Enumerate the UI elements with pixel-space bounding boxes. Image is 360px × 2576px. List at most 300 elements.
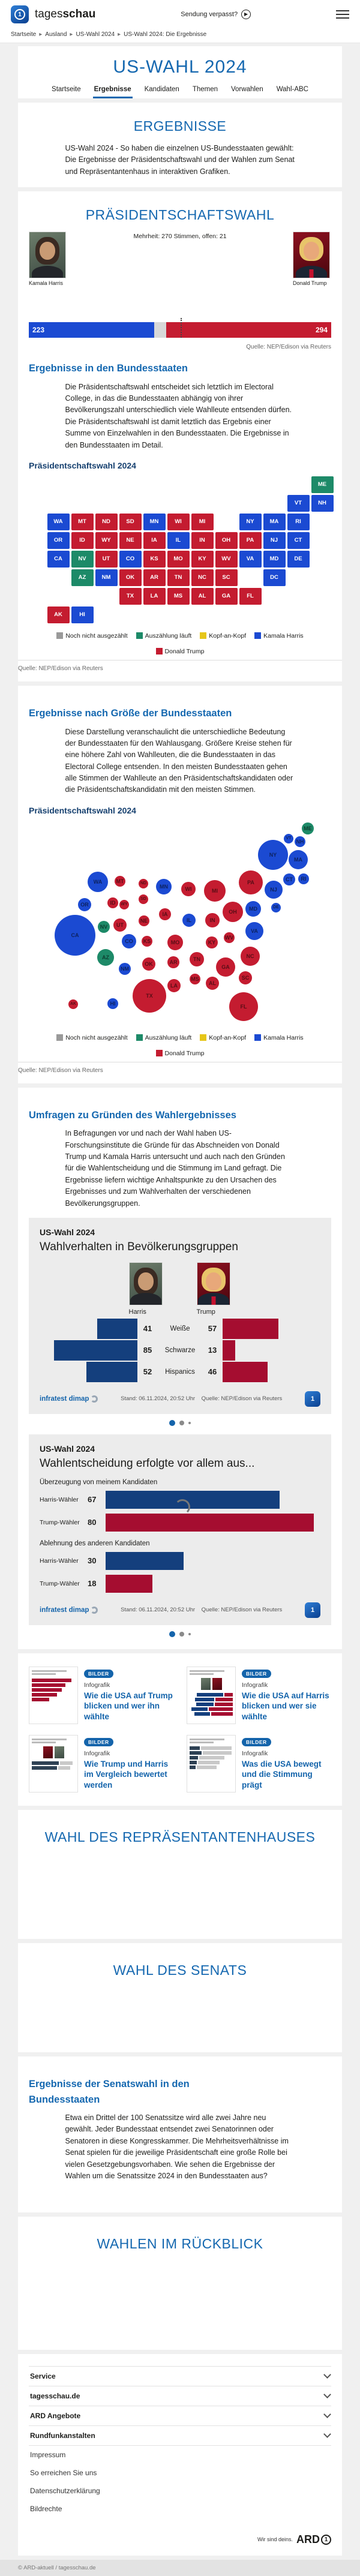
bilder-badge: BILDER: [84, 1738, 113, 1746]
state-bubble-AR[interactable]: AR: [167, 956, 179, 968]
legend-swatch: [156, 1050, 163, 1056]
state-tile-TX[interactable]: TX: [119, 588, 142, 605]
state-bubble-HI[interactable]: HI: [107, 998, 118, 1009]
teaser-item[interactable]: [187, 1735, 331, 1793]
poll2-row-value: 67: [88, 1495, 97, 1505]
teaser-category: Infografik: [84, 1749, 110, 1757]
senate-heading: WAHL DES SENATS: [113, 1962, 247, 1978]
infratest-dimap-logo: infratest dimap: [40, 1395, 98, 1403]
state-tile-WV[interactable]: WV: [215, 551, 238, 568]
dem-bar: [106, 1552, 184, 1570]
harris-value: 41: [143, 1324, 152, 1334]
state-tile-GA[interactable]: GA: [215, 588, 238, 605]
state-tile-AR[interactable]: AR: [143, 569, 166, 586]
state-tile-RI[interactable]: RI: [287, 514, 310, 530]
state-tile-AL[interactable]: AL: [191, 588, 214, 605]
size-text: Diese Darstellung veranschaulicht die unterschiedliche Bedeutung der Bundesstaaten für den Wahlausgang. Größere Kreise stehen für eine höhere Zahl von Wahlleuten, die die Bundesstaaten in das Electoral College entsenden. In den meisten Bundesstaaten gehen alle Stimmen der Wahlleute an den Präsidentschaftskandidaten oder die Präsidentschaftskandidatin mit den meisten Stimmen.: [65, 727, 293, 794]
ergebnisse-intro: US-Wahl 2024 - So haben die einzelnen US-Bundesstaaten gewählt: Die Ergebnisse der Präsidentschaftswahl und der Wahlen zum Senat und Repräsentantenhaus in interaktiven Grafiken.: [65, 144, 295, 176]
state-tile-TN[interactable]: TN: [167, 569, 190, 586]
poll1-row: [40, 1340, 320, 1361]
trump-bar: [223, 1362, 268, 1382]
state-bubble-IL[interactable]: IL: [182, 914, 196, 927]
state-tile-LA[interactable]: LA: [143, 588, 166, 605]
state-tile-OH[interactable]: OH: [215, 532, 238, 549]
map-label: Präsidentschaftswahl 2024: [29, 460, 136, 470]
carousel-dots-2: [29, 1631, 331, 1637]
breadcrumb-item[interactable]: Ausland: [45, 31, 67, 38]
legend-label: Auszählung läuft: [145, 1034, 192, 1041]
state-tile-ND[interactable]: ND: [95, 514, 118, 530]
state-bubble-CO[interactable]: CO: [122, 934, 136, 948]
ergebnisse-heading: ERGEBNISSE: [133, 118, 227, 134]
tab-vorwahlen[interactable]: Vorwahlen: [231, 86, 263, 93]
state-bubble-CA[interactable]: CA: [55, 915, 95, 956]
umfragen-heading: Umfragen zu Gründen des Wahlergebnisses: [29, 1109, 236, 1121]
candidate-row: [29, 232, 331, 286]
retro-heading: WAHLEN IM RÜCKBLICK: [97, 2235, 263, 2251]
state-bubble-RI[interactable]: RI: [298, 873, 309, 884]
legend-label: Noch nicht ausgezählt: [65, 632, 128, 640]
page-title: US-WAHL 2024: [113, 57, 247, 77]
state-bubble-MS[interactable]: MS: [190, 974, 200, 984]
harris-value: 85: [143, 1346, 152, 1355]
state-bubble-MT[interactable]: MT: [115, 876, 125, 887]
tagesschau-logo-icon[interactable]: 1: [11, 5, 29, 23]
teaser-thumbnail: [29, 1735, 78, 1793]
tagesschau-wordmark[interactable]: tagesschau: [35, 8, 96, 20]
footer-accordion-rundfunkanstalten[interactable]: [29, 2426, 331, 2446]
infratest-dimap-logo: infratest dimap: [40, 1607, 98, 1614]
legend-swatch: [200, 1034, 206, 1041]
legend-item: [156, 1050, 205, 1057]
state-tile-MN[interactable]: MN: [143, 514, 166, 530]
state-bubble-NH[interactable]: NH: [295, 836, 305, 847]
hamburger-menu-icon[interactable]: [336, 10, 349, 19]
poll2-stand: Stand: 06.11.2024, 20:52 Uhr: [121, 1607, 196, 1614]
sendung-verpasst-label: Sendung verpasst?: [181, 11, 238, 18]
state-tile-MD[interactable]: MD: [263, 551, 286, 568]
state-tile-HI[interactable]: HI: [71, 607, 94, 623]
majority-note: Mehrheit: 270 Stimmen, offen: 21: [133, 233, 227, 241]
umfragen-text: In Befragungen vor und nach der Wahl haben US-Forschungsinstitute die Gründe für das Abschneiden von Donald Trump und Kamala Harris untersucht und auch nach den Gründen für die Wahlentscheidung und die Stimmung im Land gefragt. Die Ergebnisse liefern wichtige Anhaltspunkte zu den Ursachen des Ergebnisses und zum Wahlverhalten der verschiedenen Bevölkerungsgruppen.: [65, 1129, 285, 1208]
bubble-source: Quelle: NEP/Edison via Reuters: [18, 1062, 342, 1074]
carousel-dot-active[interactable]: [169, 1420, 175, 1426]
footer-link[interactable]: Datenschutzerklärung: [30, 2486, 100, 2495]
footer-card: [18, 2354, 342, 2556]
state-bubble-ND[interactable]: ND: [139, 879, 148, 888]
bilder-badge: BILDER: [242, 1738, 271, 1746]
hub-header-card: [18, 46, 342, 98]
bubble-map-label: Präsidentschaftswahl 2024: [29, 805, 136, 815]
ard-logo-icon: 1: [305, 1391, 320, 1407]
president-heading: PRÄSIDENTSCHAFTSWAHL: [85, 207, 275, 223]
legend-item: [136, 632, 192, 640]
teaser-title[interactable]: Wie die USA auf Harris blicken und wer sie wählte: [242, 1691, 329, 1722]
state-bubble-NV[interactable]: NV: [98, 921, 110, 933]
footer-accordion-label: tagesschau.de: [30, 2391, 80, 2400]
trump-value: 13: [208, 1346, 217, 1355]
footer-link[interactable]: Bildrechte: [30, 2504, 62, 2513]
bilder-badge: BILDER: [84, 1670, 113, 1678]
carousel-dot[interactable]: [179, 1421, 184, 1425]
ard-one-icon: 1: [321, 2535, 331, 2545]
state-tile-NE[interactable]: NE: [119, 532, 142, 549]
bubble-legend: [29, 1034, 331, 1057]
tab-startseite[interactable]: Startseite: [52, 86, 81, 93]
state-tile-MT[interactable]: MT: [71, 514, 94, 530]
state-tile-NM[interactable]: NM: [95, 569, 118, 586]
poll2-row: [40, 1512, 320, 1533]
state-tile-KS[interactable]: KS: [143, 551, 166, 568]
teaser-item[interactable]: [29, 1735, 173, 1793]
harris-bar: [97, 1319, 137, 1339]
teaser-item[interactable]: [29, 1667, 173, 1724]
legend-item: [136, 1034, 192, 1041]
state-tile-WA[interactable]: WA: [47, 514, 70, 530]
state-bubble-CT[interactable]: CT: [283, 873, 295, 885]
state-bubble-MD[interactable]: MD: [245, 901, 261, 917]
state-bubble-MO[interactable]: MO: [167, 935, 183, 950]
breadcrumb-separator: ▸: [118, 31, 121, 38]
rep-bar: [106, 1575, 152, 1593]
state-bubble-IN[interactable]: IN: [205, 913, 220, 927]
poll2-footer: [40, 1602, 320, 1618]
poll2-row-value: 30: [88, 1556, 97, 1566]
state-tile-NV[interactable]: NV: [71, 551, 94, 568]
map-source: Quelle: NEP/Edison via Reuters: [18, 660, 342, 672]
state-tile-MS[interactable]: MS: [167, 588, 190, 605]
carousel-dot[interactable]: [188, 1633, 191, 1635]
trump-votes-value: 294: [315, 326, 328, 335]
main-content: [0, 43, 360, 2556]
state-bubble-PA[interactable]: PA: [239, 870, 263, 894]
legend-label: Kamala Harris: [263, 632, 304, 640]
teaser-card: [18, 1653, 342, 1806]
electoral-bar: [29, 322, 331, 338]
state-tile-MO[interactable]: MO: [167, 551, 190, 568]
teaser-thumbnail: [187, 1667, 236, 1724]
teaser-category: Infografik: [242, 1749, 268, 1757]
poll2-row-value: 18: [88, 1579, 97, 1589]
state-bubble-MI[interactable]: MI: [204, 880, 226, 902]
state-bubble-FL[interactable]: FL: [229, 992, 258, 1021]
teaser-category: Infografik: [242, 1681, 268, 1689]
legend-item: [200, 1034, 246, 1041]
poll2-row-label: Trump-Wähler: [40, 1518, 80, 1526]
poll1-source: Quelle: NEP/Edison via Reuters: [201, 1395, 283, 1403]
footer-accordion-label: Rundfunkanstalten: [30, 2431, 95, 2440]
footer-accordion-ardangebote[interactable]: [29, 2406, 331, 2426]
legend-swatch: [136, 1034, 143, 1041]
state-bubble-NY[interactable]: NY: [258, 840, 288, 870]
legend-swatch: [56, 632, 63, 639]
top-bar: [0, 0, 360, 29]
copyright-bar: © ARD-aktuell / tagesschau.de: [0, 2560, 360, 2576]
poll2-groups: [40, 1479, 320, 1594]
state-tile-IA[interactable]: IA: [143, 532, 166, 549]
state-tile-ME[interactable]: ME: [311, 476, 334, 493]
infratest-arc-icon: [91, 1607, 98, 1614]
state-bubble-KY[interactable]: KY: [206, 936, 218, 948]
state-bubble-WY[interactable]: WY: [119, 900, 129, 909]
poll1-rows: [40, 1318, 320, 1383]
state-bubble-ME[interactable]: ME: [302, 822, 314, 834]
state-tile-NY[interactable]: NY: [239, 514, 262, 530]
legend-swatch: [254, 1034, 261, 1041]
state-bubble-LA[interactable]: LA: [167, 979, 181, 992]
state-tile-NJ[interactable]: NJ: [263, 532, 286, 549]
rep-bar: [106, 1514, 314, 1532]
poll2-source: Quelle: NEP/Edison via Reuters: [201, 1607, 283, 1614]
state-tile-NC[interactable]: NC: [191, 569, 214, 586]
house-heading: WAHL DES REPRÄSENTANTENHAUSES: [44, 1829, 316, 1845]
chevron-down-icon: [323, 2411, 331, 2419]
teaser-title[interactable]: Wie Trump und Harris im Vergleich bewertet werden: [84, 1759, 169, 1790]
state-bubble-AZ[interactable]: AZ: [97, 949, 114, 966]
hub-tabs: [29, 83, 331, 98]
poll1-portraits: [40, 1262, 320, 1316]
state-tile-UT[interactable]: UT: [95, 551, 118, 568]
us-bubble-cartogram: [29, 821, 332, 1028]
legend-label: Kamala Harris: [263, 1034, 304, 1041]
poll2-row-label: Trump-Wähler: [40, 1580, 80, 1587]
state-tile-CA[interactable]: CA: [47, 551, 70, 568]
state-bubble-WA[interactable]: WA: [88, 872, 108, 892]
poll1-trump-label: Trump: [196, 1308, 215, 1316]
poll1-kicker: US-Wahl 2024: [40, 1227, 95, 1237]
state-tile-SC[interactable]: SC: [215, 569, 238, 586]
footer-accordion-tagesschaude[interactable]: [29, 2386, 331, 2406]
state-bubble-VA[interactable]: VA: [245, 922, 263, 940]
bilder-badge: BILDER: [242, 1670, 271, 1678]
chevron-down-icon: [323, 2391, 331, 2399]
ard-logo-icon: 1: [305, 1602, 320, 1618]
harris-votes-value: 223: [32, 326, 45, 335]
state-tile-VA[interactable]: VA: [239, 551, 262, 568]
state-bubble-MA[interactable]: MA: [289, 850, 308, 869]
footer-link[interactable]: So erreichen Sie uns: [30, 2468, 97, 2477]
state-tile-DE[interactable]: DE: [287, 551, 310, 568]
us-states-map: [47, 476, 327, 626]
harris-mini-photo: [201, 1678, 211, 1690]
poll2-row-value: 80: [88, 1518, 97, 1527]
state-bubble-NJ[interactable]: NJ: [265, 881, 283, 899]
legend-item: [254, 1034, 304, 1041]
legend-label: Kopf-an-Kopf: [209, 632, 247, 640]
legend-swatch: [156, 648, 163, 654]
poll1-stand: Stand: 06.11.2024, 20:52 Uhr: [121, 1395, 196, 1403]
category-label: Schwarze: [164, 1346, 196, 1354]
state-bubble-UT[interactable]: UT: [113, 918, 127, 932]
legend-label: Donald Trump: [164, 1049, 205, 1057]
legend-label: Kopf-an-Kopf: [209, 1034, 247, 1041]
trump-value: 57: [208, 1324, 217, 1334]
dem-bar: [106, 1491, 280, 1509]
state-tile-DC[interactable]: DC: [263, 569, 286, 586]
play-icon[interactable]: ▶: [241, 10, 251, 19]
teaser-title[interactable]: Was die USA bewegt und die Stimmung prägt: [242, 1759, 322, 1790]
state-tile-KY[interactable]: KY: [191, 551, 214, 568]
tab-themen[interactable]: Themen: [192, 86, 218, 93]
retro-card: [18, 2217, 342, 2350]
harris-value: 52: [143, 1367, 152, 1377]
states-subheading: Ergebnisse in den Bundesstaaten: [29, 363, 188, 374]
footer-accordion-service[interactable]: [29, 2366, 331, 2386]
state-tile-WI[interactable]: WI: [167, 514, 190, 530]
breadcrumb-separator: ▸: [39, 31, 43, 38]
state-bubble-GA[interactable]: GA: [216, 957, 235, 977]
state-tile-NH[interactable]: NH: [311, 495, 334, 512]
state-bubble-NM[interactable]: NM: [119, 963, 131, 975]
teaser-category: Infografik: [84, 1681, 110, 1689]
poll1-harris-label: Harris: [128, 1308, 146, 1316]
legend-item: [56, 1034, 127, 1041]
ergebnisse-card: [18, 103, 342, 187]
poll-card-demographics: [29, 1218, 331, 1414]
state-bubble-ID[interactable]: ID: [107, 897, 118, 908]
state-bubble-TX[interactable]: TX: [133, 979, 166, 1013]
teaser-title[interactable]: Wie die USA auf Trump blicken und wer ihn wählte: [84, 1691, 173, 1722]
state-bubble-NC[interactable]: NC: [241, 947, 260, 966]
legend-label: Auszählung läuft: [145, 632, 192, 640]
trump-mini-photo: [212, 1678, 222, 1690]
umfragen-card: [18, 1088, 342, 1649]
electoral-source: Quelle: NEP/Edison via Reuters: [246, 344, 331, 351]
trump-value: 46: [208, 1367, 217, 1377]
state-bubble-TN[interactable]: TN: [190, 952, 204, 966]
infratest-arc-icon: [91, 1395, 98, 1403]
state-bubble-WI[interactable]: WI: [181, 882, 196, 896]
state-tile-CT[interactable]: CT: [287, 532, 310, 549]
poll2-group-label: Ablehnung des anderen Kandidaten: [40, 1539, 150, 1547]
harris-poll-photo: [129, 1262, 163, 1305]
breadcrumb: [0, 29, 360, 43]
carousel-dot[interactable]: [179, 1632, 184, 1637]
state-tile-OK[interactable]: OK: [119, 569, 142, 586]
majority-marker: [181, 318, 182, 338]
state-tile-VT[interactable]: VT: [287, 495, 310, 512]
open-votes-bar: [154, 322, 166, 338]
poll2-row: [40, 1551, 320, 1571]
state-bubble-MN[interactable]: MN: [156, 879, 172, 894]
state-tile-AZ[interactable]: AZ: [71, 569, 94, 586]
footer-accordion-label: Service: [30, 2371, 56, 2380]
state-tile-MI[interactable]: MI: [191, 514, 214, 530]
harris-bar: [86, 1362, 137, 1382]
state-bubble-IA[interactable]: IA: [159, 908, 171, 920]
state-tile-SD[interactable]: SD: [119, 514, 142, 530]
state-bubble-SD[interactable]: SD: [139, 894, 148, 904]
legend-item: [56, 632, 127, 640]
senate-results-heading: Ergebnisse der Senatswahl in den Bundesstaaten: [29, 2078, 190, 2105]
size-card: [18, 686, 342, 1083]
senate-results-text: Etwa ein Drittel der 100 Senatssitze wird alle zwei Jahre neu gewählt. Jeder Bundesstaat entsendet zwei Senatorinnen oder Senatoren in diese Kongresskammer. Die Mehrheitsverhältnisse im Senat spielen für die jeweilige Präsidentschaft eine große Rolle bei vielen Gesetzgebungsvorhaben. Wie sehen die Ergebnisse der Wahlen um die Senatssitze 2024 in den Bundesstaaten aus?: [65, 2113, 289, 2180]
state-tile-PA[interactable]: PA: [239, 532, 262, 549]
state-tile-ID[interactable]: ID: [71, 532, 94, 549]
state-bubble-AK[interactable]: AK: [68, 999, 78, 1009]
footer-accordions: [29, 2366, 331, 2446]
tab-wahl-abc[interactable]: Wahl-ABC: [276, 86, 308, 93]
poll2-row: [40, 1574, 320, 1594]
footer-links: [29, 2446, 331, 2518]
harris-votes-bar: [29, 322, 154, 338]
state-bubble-SC[interactable]: SC: [239, 971, 252, 984]
sendung-verpasst-link[interactable]: [181, 10, 251, 19]
poll2-row-label: Harris-Wähler: [40, 1496, 79, 1503]
harris-caption: Kamala Harris: [29, 280, 64, 287]
tab-kandidaten[interactable]: Kandidaten: [144, 86, 179, 93]
state-bubble-VT[interactable]: VT: [284, 834, 293, 843]
state-bubble-KS[interactable]: KS: [142, 936, 152, 947]
poll1-row: [40, 1361, 320, 1383]
kamala-harris-photo: [29, 232, 66, 278]
state-tile-WY[interactable]: WY: [95, 532, 118, 549]
legend-item: [254, 632, 304, 640]
tab-ergebnisse[interactable]: Ergebnisse: [93, 83, 133, 98]
map-legend: [29, 632, 331, 655]
trump-candidate: [293, 232, 331, 286]
state-tile-CO[interactable]: CO: [119, 551, 142, 568]
harris-bar: [54, 1340, 137, 1361]
carousel-dot[interactable]: [188, 1422, 191, 1424]
breadcrumb-item[interactable]: US-Wahl 2024: [76, 31, 115, 38]
state-tile-AK[interactable]: AK: [47, 607, 70, 623]
teaser-thumbnail: [187, 1735, 236, 1793]
poll2-group-label: Überzeugung von meinem Kandidaten: [40, 1478, 158, 1486]
state-bubble-OH[interactable]: OH: [223, 902, 243, 922]
poll-card-motivation: [29, 1434, 331, 1625]
trump-bar: [223, 1319, 278, 1339]
state-bubble-OR[interactable]: OR: [78, 898, 91, 911]
teaser-grid: [29, 1663, 331, 1796]
state-tile-IN[interactable]: IN: [191, 532, 214, 549]
ard-wordmark: ARD 1: [296, 2533, 331, 2546]
state-tile-FL[interactable]: FL: [239, 588, 262, 605]
footer-link[interactable]: Impressum: [30, 2450, 66, 2459]
breadcrumb-item[interactable]: US-Wahl 2024: Die Ergebnisse: [124, 31, 207, 38]
harris-mini-photo: [55, 1746, 64, 1758]
poll1-title: Wahlverhalten in Bevölkerungsgruppen: [40, 1240, 238, 1253]
poll1-row: [40, 1318, 320, 1340]
carousel-dot-active[interactable]: [169, 1631, 175, 1637]
house-card: [18, 1810, 342, 1939]
size-heading: Ergebnisse nach Größe der Bundesstaaten: [29, 707, 232, 719]
breadcrumb-item[interactable]: Startseite: [11, 31, 37, 38]
state-bubble-OK[interactable]: OK: [142, 957, 155, 971]
state-bubble-DE[interactable]: DE: [271, 903, 281, 912]
poll2-kicker: US-Wahl 2024: [40, 1443, 95, 1454]
states-text: Die Präsidentschaftswahl entscheidet sich letztlich im Electoral College, in das die Bundesstaaten abhängig von ihrer Bevölkerungszahl unterschiedlich viele Wahlleute entsenden dürfen. Die Präsidentschaftswahl ist damit letztlich das Ergebnis einer Summe von Einzelwahlen in den Bundesstaaten. Die Ergebnisse in den Bundesstaaten im Detail.: [65, 382, 292, 449]
state-tile-OR[interactable]: OR: [47, 532, 70, 549]
chevron-down-icon: [323, 2431, 331, 2439]
teaser-item[interactable]: [187, 1667, 331, 1724]
carousel-dots-1: [29, 1420, 331, 1426]
state-bubble-WV[interactable]: WV: [224, 932, 235, 943]
state-tile-IL[interactable]: IL: [167, 532, 190, 549]
president-card: [18, 191, 342, 681]
donald-trump-photo: [293, 232, 330, 278]
trump-caption: Donald Trump: [293, 280, 327, 287]
poll1-footer: [40, 1391, 320, 1407]
legend-label: Donald Trump: [164, 647, 205, 655]
ard-brand-row: [29, 2533, 331, 2546]
state-bubble-NE[interactable]: NE: [139, 915, 149, 926]
poll2-title: Wahlentscheidung erfolgte vor allem aus...: [40, 1457, 255, 1470]
trump-mini-photo: [43, 1746, 53, 1758]
state-bubble-AL[interactable]: AL: [206, 977, 219, 990]
loading-spinner-icon: [175, 1499, 190, 1515]
state-tile-MA[interactable]: MA: [263, 514, 286, 530]
